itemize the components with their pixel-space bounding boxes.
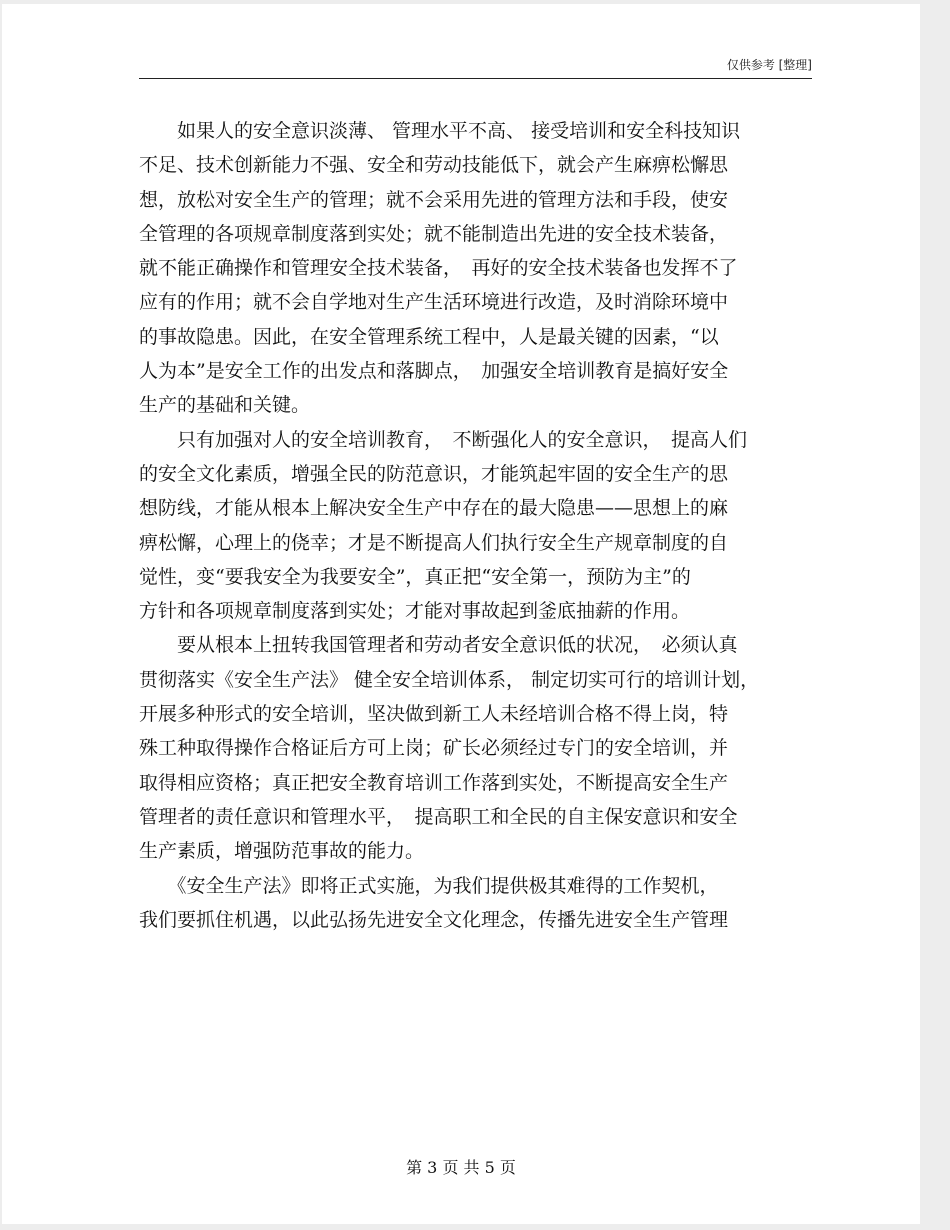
document-page bbox=[2, 4, 920, 1224]
text-line: 觉性，变“要我安全为我要安全”，真正把“安全第一，预防为主”的 bbox=[139, 565, 691, 588]
text-line: 痹松懈，心理上的侥幸；才是不断提高人们执行安全生产规章制度的自 bbox=[139, 531, 729, 554]
text-line: 如果人的安全意识淡薄、 管理水平不高、 接受培训和安全科技知识 bbox=[139, 120, 741, 142]
text-line: 应有的作用；就不会自学地对生产生活环境进行改造，及时消除环境中 bbox=[139, 291, 729, 314]
text-line: 全管理的各项规章制度落到实处；就不能制造出先进的安全技术装备， bbox=[139, 222, 729, 245]
text-line: 要从根本上扭转我国管理者和劳动者安全意识低的状况， 必须认真 bbox=[139, 634, 738, 657]
page-number-footer: 第 3 页 共 5 页 bbox=[406, 1158, 516, 1177]
text-line: 殊工种取得操作合格证后方可上岗；矿长必须经过专门的安全培训，并 bbox=[139, 737, 729, 760]
text-line: 的事故隐患。因此，在安全管理系统工程中，人是最关键的因素，“以 bbox=[139, 325, 719, 348]
text-line: 方针和各项规章制度落到实处；才能对事故起到釜底抽薪的作用。 bbox=[139, 600, 691, 623]
text-line: 想防线，才能从根本上解决安全生产中存在的最大隐患——思想上的麻 bbox=[139, 497, 729, 520]
text-line: 不足、技术创新能力不强、安全和劳动技能低下，就会产生麻痹松懈思 bbox=[139, 154, 729, 177]
text-line: 就不能正确操作和管理安全技术装备， 再好的安全技术装备也发挥不了 bbox=[139, 257, 738, 280]
text-line: 《安全生产法》即将正式实施，为我们提供极其难得的工作契机， bbox=[139, 874, 719, 897]
text-line: 的安全文化素质，增强全民的防范意识，才能筑起牢固的安全生产的思 bbox=[139, 462, 729, 485]
page-header bbox=[139, 56, 812, 79]
text-line: 生产素质，增强防范事故的能力。 bbox=[139, 840, 425, 863]
text-line: 生产的基础和关键。 bbox=[139, 394, 311, 417]
header-note: 仅供参考 [整理] bbox=[726, 58, 812, 72]
text-line: 取得相应资格；真正把安全教育培训工作落到实处，不断提高安全生产 bbox=[139, 771, 729, 794]
body-text bbox=[139, 114, 814, 937]
text-line: 想，放松对安全生产的管理；就不会采用先进的管理方法和手段，使安 bbox=[139, 188, 729, 211]
text-line: 管理者的责任意识和管理水平， 提高职工和全民的自主保安意识和安全 bbox=[139, 805, 738, 828]
text-line: 贯彻落实《安全生产法》 健全安全培训体系， 制定切实可行的培训计划， bbox=[139, 668, 760, 691]
text-line: 只有加强对人的安全培训教育， 不断强化人的安全意识， 提高人们 bbox=[139, 428, 748, 451]
text-line: 我们要抓住机遇，以此弘扬先进安全文化理念，传播先进安全生产管理 bbox=[139, 908, 729, 931]
text-line: 开展多种形式的安全培训，坚决做到新工人未经培训合格不得上岗，特 bbox=[139, 703, 729, 726]
text-line: 人为本”是安全工作的出发点和落脚点， 加强安全培训教育是搞好安全 bbox=[139, 360, 729, 383]
